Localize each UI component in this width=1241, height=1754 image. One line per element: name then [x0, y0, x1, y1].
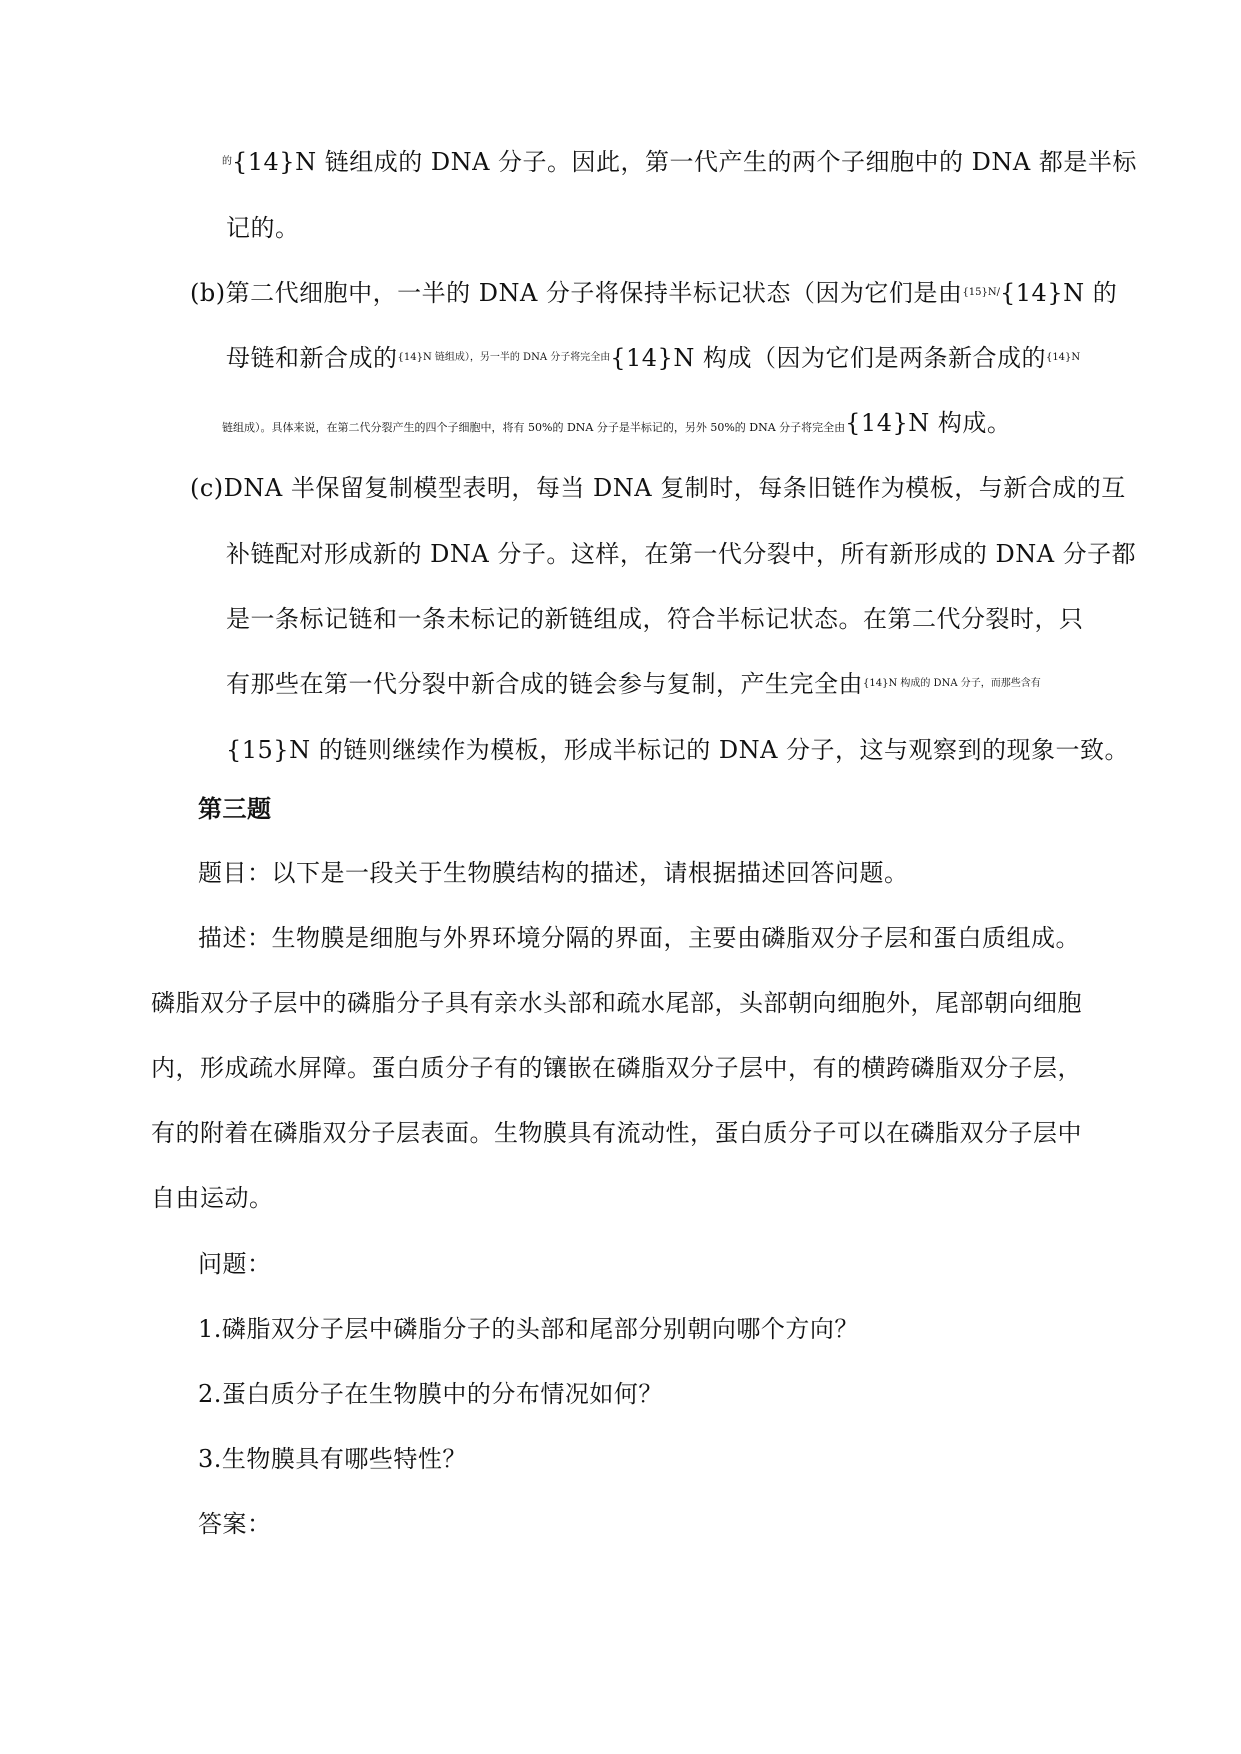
description-line-3: 内，形成疏水屏障。蛋白质分子有的镶嵌在磷脂双分子层中，有的横跨磷脂双分子层，	[151, 1054, 1082, 1082]
paragraph-text: DNA 半保留复制模型表明，每当 DNA 复制时，每条旧链作为模板，与新合成的互	[223, 474, 1126, 502]
list-marker: (b)	[190, 279, 226, 307]
inline-small-text: {14}N 构成的 DNA 分子，而那些含有	[863, 678, 1041, 689]
inline-small-text: 链组成）。具体来说，在第二代分裂产生的四个子细胞中，将有 50%的 DNA 分子是半标记的，另外 50%的 DNA 分子将完全由	[222, 421, 846, 434]
partc-line-1	[190, 471, 1126, 505]
paragraph-text: {14}N 构成（因为它们是两条新合成的	[610, 344, 1046, 372]
paragraph-text: 补链配对形成新的 DNA 分子。这样，在第一代分裂中，所有新形成的 DNA 分子都	[226, 540, 1137, 568]
paragraph-text: 母链和新合成的	[226, 344, 398, 372]
partb-continuation-line-1	[222, 145, 1137, 179]
answer-label: 答案：	[198, 1510, 272, 1538]
paragraph-text: {14}N 的	[1000, 279, 1118, 307]
partc-line-5	[226, 733, 1129, 767]
partc-line-3	[226, 602, 1084, 636]
section-heading	[198, 792, 272, 826]
partc-line-2	[226, 537, 1136, 571]
inline-small-text: {15}N/	[962, 287, 1001, 298]
partb-line-3	[222, 406, 1011, 445]
questions-label: 问题：	[198, 1250, 272, 1278]
question-item-1: 1.磷脂双分子层中磷脂分子的头部和尾部分别朝向哪个方向？	[198, 1315, 859, 1343]
inline-small-text: {14}N 链组成），另一半的 DNA 分子将完全由	[397, 352, 611, 363]
paragraph-text: 是一条标记链和一条未标记的新链组成，符合半标记状态。在第二代分裂时，只	[226, 605, 1084, 633]
description-line-5: 自由运动。	[151, 1184, 274, 1212]
question-item-3: 3.生物膜具有哪些特性？	[198, 1445, 467, 1473]
description-line-2: 磷脂双分子层中的磷脂分子具有亲水头部和疏水尾部，头部朝向细胞外，尾部朝向细胞	[151, 989, 1082, 1017]
paragraph-text: {14}N 链组成的 DNA 分子。因此，第一代产生的两个子细胞中的 DNA 都是半标	[232, 148, 1137, 176]
description-line-4: 有的附着在磷脂双分子层表面。生物膜具有流动性，蛋白质分子可以在磷脂双分子层中	[151, 1119, 1082, 1147]
partb-line-1	[190, 276, 1117, 310]
section-title: 第三题	[198, 795, 272, 823]
paragraph-text: 第二代细胞中，一半的 DNA 分子将保持半标记状态（因为它们是由	[225, 279, 963, 307]
inline-small-text: 的	[222, 156, 232, 167]
inline-small-text: {14}N	[1045, 352, 1081, 363]
partb-line-2	[226, 341, 1080, 375]
partb-continuation-line-2	[226, 211, 300, 245]
partc-line-4	[226, 667, 1041, 701]
paragraph-text: {15}N 的链则继续作为模板，形成半标记的 DNA 分子，这与观察到的现象一致。	[226, 736, 1130, 764]
paragraph-text: 记的。	[226, 214, 300, 242]
description-line-1: 描述：生物膜是细胞与外界环境分隔的界面，主要由磷脂双分子层和蛋白质组成。	[198, 924, 1080, 952]
question-item-2: 2.蛋白质分子在生物膜中的分布情况如何？	[198, 1380, 663, 1408]
paragraph-text: 有那些在第一代分裂中新合成的链会参与复制，产生完全由	[226, 670, 863, 698]
paragraph-text: {14}N 构成。	[845, 409, 1012, 437]
question-prompt: 题目：以下是一段关于生物膜结构的描述，请根据描述回答问题。	[198, 859, 909, 887]
list-marker: (c)	[190, 474, 224, 502]
